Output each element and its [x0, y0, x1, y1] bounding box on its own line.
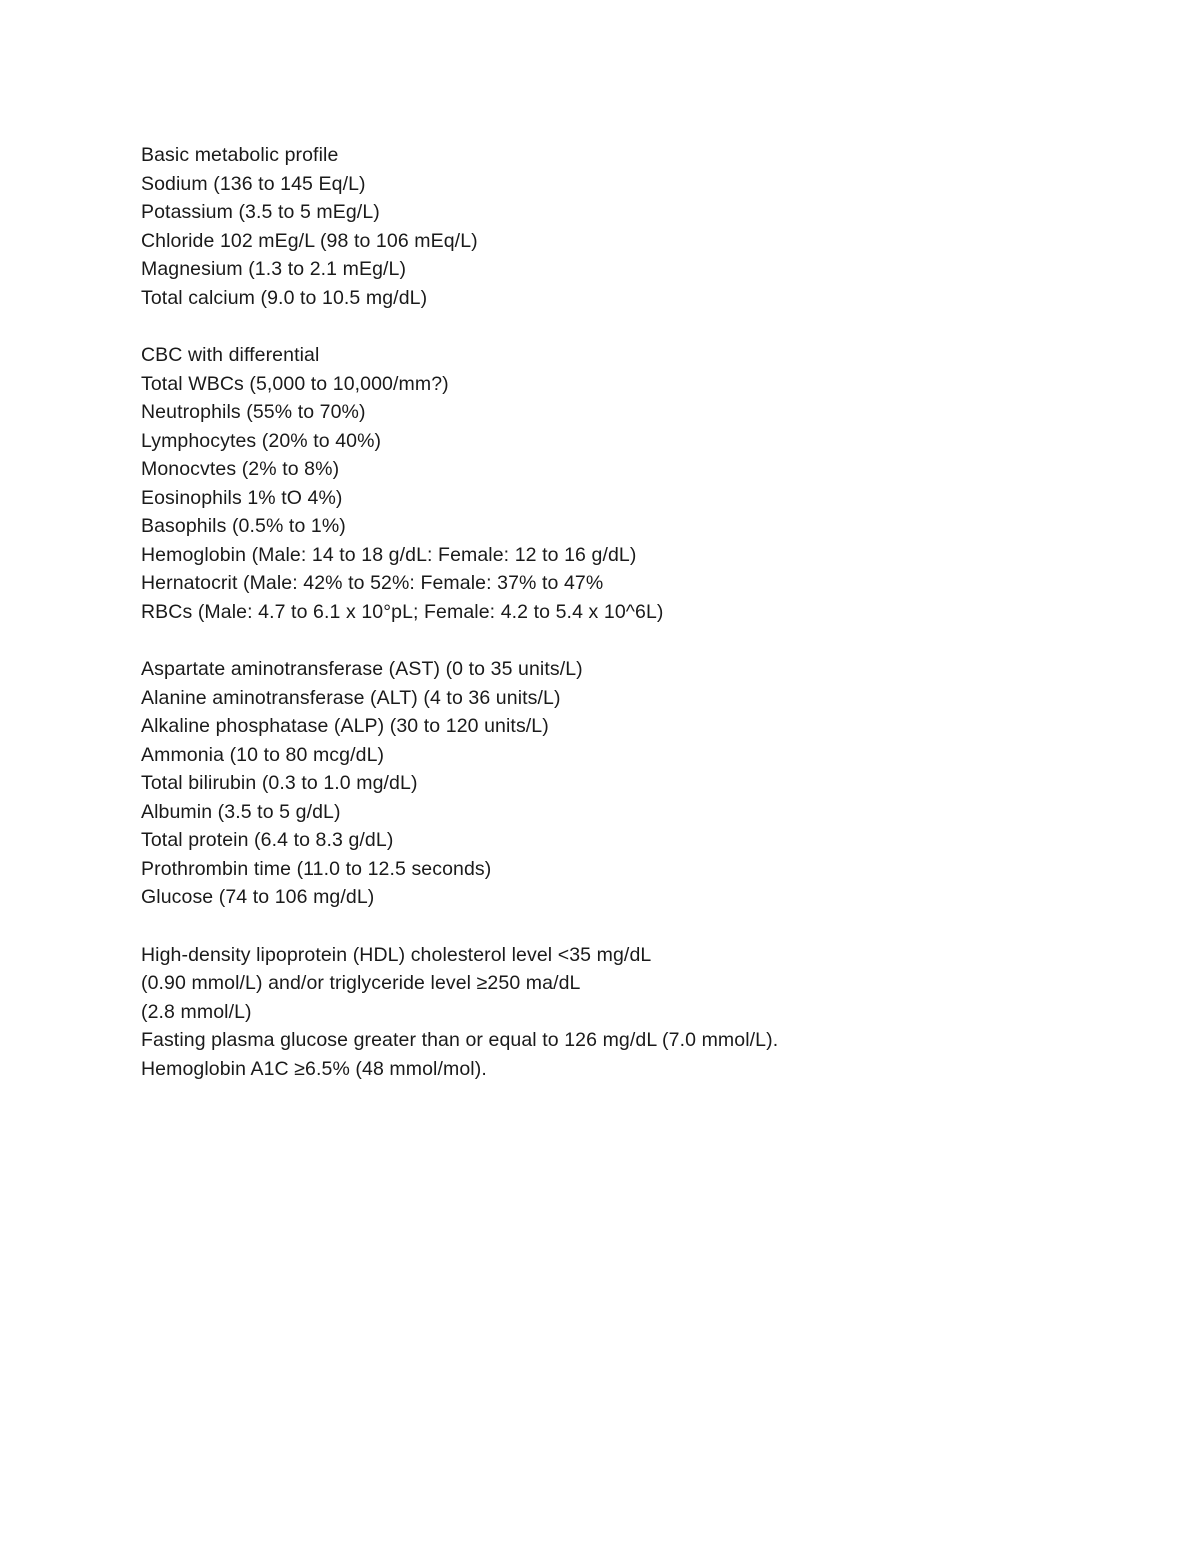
cbc-section [141, 341, 1141, 626]
lab-line: Total bilirubin (0.3 to 1.0 mg/dL) [141, 772, 418, 794]
lab-line: Total WBCs (5,000 to 10,000/mm?) [141, 372, 449, 395]
lab-line: High-density lipoprotein (HDL) cholesterol level <35 mg/dL [141, 943, 652, 966]
lab-line: Sodium (136 to 145 Eq/L) [141, 172, 366, 195]
lab-line: RBCs (Male: 4.7 to 6.1 x 10°pL; Female: 4.2 to 5.4 x 10^6L) [141, 600, 664, 623]
lab-line: (2.8 mmol/L) [141, 1000, 252, 1023]
lab-line: Eosinophils 1% tO 4%) [141, 486, 343, 509]
section-heading: Basic metabolic profile [141, 144, 339, 166]
document-body [141, 141, 1141, 1083]
lab-line: Hemoglobin (Male: 14 to 18 g/dL: Female: 12 to 16 g/dL) [141, 543, 637, 566]
lab-line: Albumin (3.5 to 5 g/dL) [141, 800, 341, 823]
lab-line: Lymphocytes (20% to 40%) [141, 429, 382, 452]
lab-line: Hernatocrit (Male: 42% to 52%: Female: 37% to 47% [141, 572, 604, 594]
lab-line: Alkaline phosphatase (ALP) (30 to 120 units/L) [141, 715, 549, 737]
lab-line: Chloride 102 mEg/L (98 to 106 mEq/L) [141, 229, 478, 252]
lab-line: Ammonia (10 to 80 mcg/dL) [141, 743, 385, 766]
liver-and-chemistry-section [141, 655, 1141, 912]
basic-metabolic-profile-section [141, 141, 1141, 312]
lab-line: Basophils (0.5% to 1%) [141, 515, 346, 537]
lab-line: Total protein (6.4 to 8.3 g/dL) [141, 829, 394, 851]
lab-line: Monocvtes (2% to 8%) [141, 458, 340, 480]
lab-line: Alanine aminotransferase (ALT) (4 to 36 units/L) [141, 686, 561, 709]
lab-line: Total calcium (9.0 to 10.5 mg/dL) [141, 286, 428, 309]
lab-line: Magnesium (1.3 to 2.1 mEg/L) [141, 258, 407, 280]
diagnostic-criteria-section [141, 941, 1141, 1084]
lab-line: (0.90 mmol/L) and/or triglyceride level ≥250 ma/dL [141, 972, 581, 994]
lab-line: Hemoglobin A1C ≥6.5% (48 mmol/mol). [141, 1057, 487, 1080]
section-heading: CBC with differential [141, 344, 320, 366]
lab-line: Aspartate aminotransferase (AST) (0 to 35 units/L) [141, 658, 583, 680]
lab-line: Glucose (74 to 106 mg/dL) [141, 886, 375, 908]
lab-line: Fasting plasma glucose greater than or equal to 126 mg/dL (7.0 mmol/L). [141, 1029, 779, 1051]
lab-line: Neutrophils (55% to 70%) [141, 401, 366, 423]
lab-line: Prothrombin time (11.0 to 12.5 seconds) [141, 857, 492, 880]
lab-line: Potassium (3.5 to 5 mEg/L) [141, 201, 380, 223]
